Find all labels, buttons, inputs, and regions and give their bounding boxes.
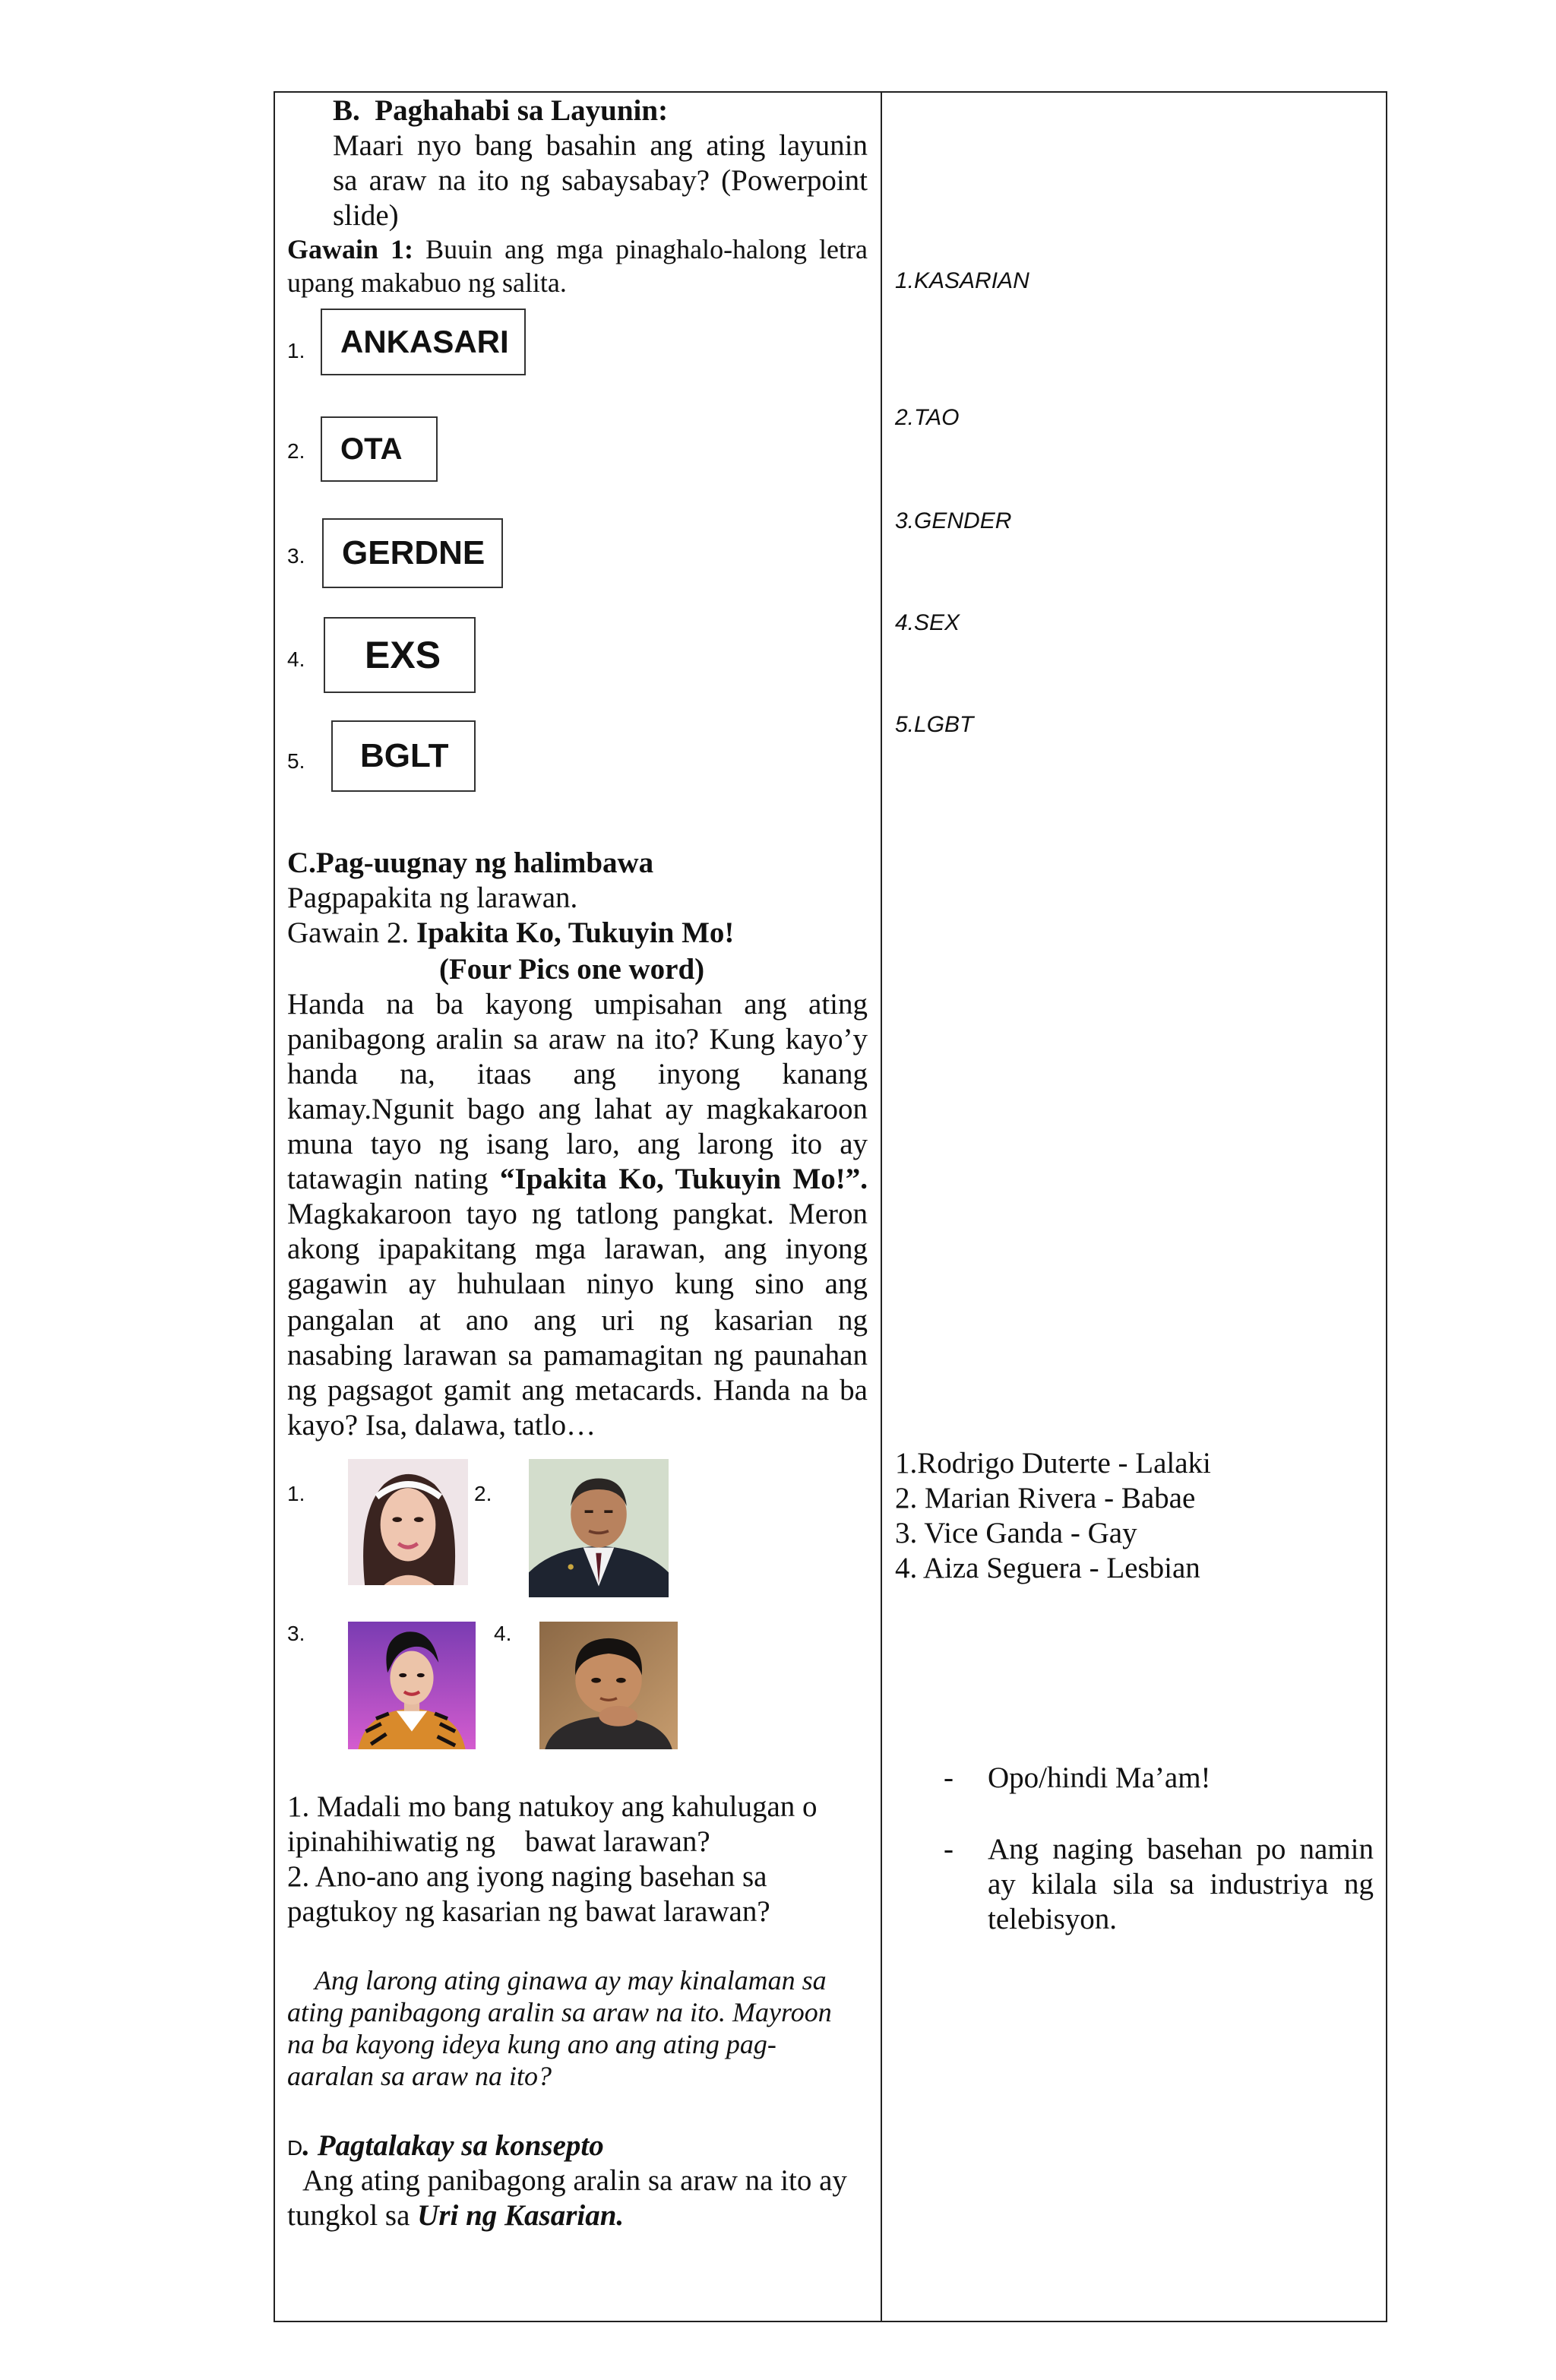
gawain-2-name: Ipakita Ko, Tukuyin Mo! — [416, 916, 735, 949]
photo-answer: 4. Aiza Seguera - Lesbian — [895, 1552, 1200, 1584]
gawain-1-instruction — [287, 233, 868, 265]
paragraph-line: nasabing larawan sa pamamagitan ng paunahan — [287, 1339, 868, 1372]
section-c-heading: C.Pag-uugnay ng halimbawa — [287, 847, 654, 879]
jumbled-word-box — [322, 518, 503, 588]
puzzle-number: 2. — [287, 439, 305, 463]
photo-2 — [529, 1459, 669, 1597]
jumbled-word: BGLT — [360, 737, 449, 774]
section-b-heading: B. Paghahabi sa Layunin: — [333, 94, 669, 127]
section-c-subheading: Pagpapakita ng larawan. — [287, 881, 578, 914]
question-line: pagtukoy ng kasarian ng bawat larawan? — [287, 1895, 770, 1928]
puzzle-answer: 3.GENDER — [895, 508, 1012, 533]
section-d-title: . Pagtalakay sa konsepto — [302, 2129, 604, 2162]
puzzle-number: 1. — [287, 339, 305, 362]
response-line: ay kilala sila sa industriya ng — [988, 1868, 1374, 1901]
photo-label: 3. — [287, 1622, 305, 1645]
paragraph-line: panibagong aralin sa araw na ito? Kung kayo’y — [287, 1023, 868, 1055]
section-d-heading — [287, 2128, 604, 2166]
puzzle-answer: 4.SEX — [895, 610, 960, 635]
photo-answer: 2. Marian Rivera - Babae — [895, 1482, 1196, 1514]
paragraph-emphasis: “Ipakita Ko, Tukuyin Mo!”. — [499, 1163, 868, 1195]
section-d-letter: D — [287, 2136, 303, 2160]
column-divider — [881, 91, 882, 2322]
section-d-line: Ang ating panibagong aralin sa araw na ito ay — [302, 2164, 847, 2197]
photo-label: 4. — [494, 1622, 512, 1645]
closing-line: aaralan sa araw na ito? — [287, 2061, 552, 2091]
photo-4 — [539, 1622, 678, 1749]
section-d-line — [287, 2198, 624, 2233]
response-bullet: - — [944, 1833, 954, 1866]
gawain-1-label: Gawain 1: — [287, 234, 414, 264]
paragraph-line: akong ipapakitang mga larawan, ang inyong — [287, 1233, 868, 1265]
photo-3 — [348, 1622, 476, 1749]
jumbled-word: GERDNE — [342, 534, 485, 571]
question-line: 1. Madali mo bang natukoy ang kahulugan o — [287, 1790, 818, 1823]
section-b-intro-line: Maari nyo bang basahin ang ating layunin — [333, 129, 868, 162]
photo-answer: 1.Rodrigo Duterte - Lalaki — [895, 1447, 1211, 1480]
jumbled-word-box — [324, 617, 476, 693]
response-line: telebisyon. — [988, 1903, 1118, 1935]
closing-line: Ang larong ating ginawa ay may kinalaman sa — [315, 1965, 827, 1995]
jumbled-word-box — [321, 309, 526, 375]
closing-line: na ba kayong ideya kung ano ang ating pag- — [287, 2029, 776, 2059]
gawain-1-instruction-line: upang makabuo ng salita. — [287, 267, 567, 298]
section-d-emphasis: Uri ng Kasarian. — [417, 2199, 625, 2232]
paragraph-line: kamay.Ngunit bago ang lahat ay magkakaroon — [287, 1093, 868, 1125]
photo-label: 1. — [287, 1482, 305, 1505]
closing-line: ating panibagong aralin sa araw na ito. Mayroon — [287, 1997, 832, 2027]
response-line: Opo/hindi Ma’am! — [988, 1761, 1211, 1794]
paragraph-text: tatawagin nating — [287, 1163, 500, 1195]
section-d-text: tungkol sa — [287, 2199, 418, 2232]
question-line: 2. Ano-ano ang iyong naging basehan sa — [287, 1860, 767, 1893]
gawain-2-title — [287, 916, 734, 951]
jumbled-word-box — [321, 416, 438, 482]
jumbled-word-box — [331, 720, 476, 792]
paragraph-line: gagawin ay huhulaan ninyo kung sino ang — [287, 1268, 868, 1300]
paragraph-line: Handa na ba kayong umpisahan ang ating — [287, 988, 868, 1021]
puzzle-number: 4. — [287, 647, 305, 671]
paragraph-line: kayo? Isa, dalawa, tatlo… — [287, 1409, 596, 1442]
paragraph-line: Magkakaroon tayo ng tatlong pangkat. Meron — [287, 1198, 868, 1230]
gawain-2-subtitle: (Four Pics one word) — [439, 953, 705, 986]
question-line: ipinahihiwatig ng bawat larawan? — [287, 1825, 710, 1858]
gawain-2-prefix: Gawain 2. — [287, 916, 417, 949]
photo-answer: 3. Vice Ganda - Gay — [895, 1517, 1137, 1549]
response-line: Ang naging basehan po namin — [988, 1833, 1374, 1866]
puzzle-answer: 5.LGBT — [895, 712, 974, 737]
jumbled-word: EXS — [365, 634, 441, 676]
jumbled-word: OTA — [340, 432, 403, 466]
paragraph-line: pangalan at ano ang uri ng kasarian ng — [287, 1304, 868, 1337]
section-b-intro-line: sa araw na ito ng sabaysabay? (Powerpoint — [333, 164, 868, 197]
paragraph-line — [287, 1162, 868, 1197]
puzzle-answer: 2.TAO — [895, 405, 960, 430]
section-b-intro-line: slide) — [333, 199, 399, 232]
puzzle-number: 5. — [287, 749, 305, 773]
response-bullet: - — [944, 1761, 954, 1794]
puzzle-answer: 1.KASARIAN — [895, 268, 1029, 293]
paragraph-line: handa na, itaas ang inyong kanang — [287, 1058, 868, 1090]
photo-1 — [348, 1459, 468, 1585]
gawain-1-text: Buuin ang mga pinaghalo-halong letra — [413, 234, 868, 264]
paragraph-line: ng pagsagot gamit ang metacards. Handa na ba — [287, 1374, 868, 1407]
photo-label: 2. — [474, 1482, 492, 1505]
jumbled-word: ANKASARI — [340, 324, 509, 359]
puzzle-number: 3. — [287, 544, 305, 568]
paragraph-line: muna tayo ng isang laro, ang larong ito ay — [287, 1128, 868, 1160]
